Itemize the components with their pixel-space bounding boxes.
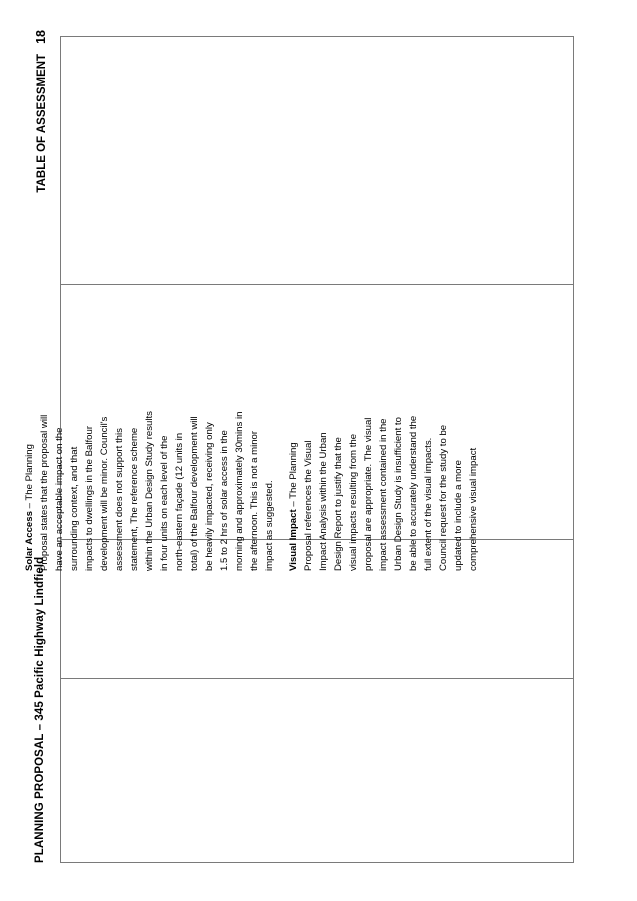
document-title: PLANNING PROPOSAL – 345 Pacific Highway Lindfield [34, 556, 46, 863]
text-line: impact assessment contained in the [378, 418, 389, 571]
text-line: statement, The reference scheme [129, 427, 140, 571]
text-line: impacts to dwellings in the Balfour [84, 425, 95, 571]
solar-access-heading: Solar Access [24, 511, 35, 571]
text-line: Proposal states that the proposal will [39, 414, 50, 571]
text-line: Council request for the study to be [438, 424, 449, 571]
text-line: proposal are appropriate. The visual [363, 417, 374, 571]
visual-impact-paragraph [286, 326, 481, 571]
text-line: north-eastern façade (12 units in [174, 432, 185, 571]
text-line: visual impacts resulting from the [348, 433, 359, 571]
solar-access-paragraph [22, 326, 277, 571]
assessment-comment-cell [22, 326, 490, 571]
text-line: Impact Analysis within the Urban [318, 432, 329, 571]
text-line: impact as suggested. [264, 480, 275, 571]
text-line: within the Urban Design Study results [144, 411, 155, 571]
text-line: 1.5 to 2 hrs of solar access in the [219, 430, 230, 571]
section-header [34, 30, 48, 193]
text-line: morning and approximately 30mins in [234, 411, 245, 571]
text-line: be heavily impacted, receiving only [204, 422, 215, 571]
text-line: Visual Impact – The Planning [288, 442, 299, 571]
text-line: comprehensive visual impact [468, 447, 479, 571]
text-line: Urban Design Study is insufficient to [393, 417, 404, 571]
text-line: updated to include a more [453, 460, 464, 571]
column-divider [61, 678, 573, 679]
column-divider [61, 284, 573, 285]
text-line: Proposal references the Visual [303, 440, 314, 571]
text-line: in four units on each level of the [159, 435, 170, 571]
page-number: 18 [34, 30, 48, 44]
visual-impact-heading: Visual Impact [288, 509, 299, 571]
text-line: have an acceptable impact on the [54, 427, 65, 571]
text-line: Solar Access – The Planning [24, 444, 35, 571]
text-line: development will be minor. Council's [99, 416, 110, 571]
text-line: assessment does not support this [114, 428, 125, 571]
text-line: Design Report to justify that the [333, 437, 344, 571]
text-line: the afternoon. This is not a minor [249, 430, 260, 571]
text-line: full extent of the visual impacts. [423, 437, 434, 571]
text-line: total) of the Balfour development will [189, 416, 200, 571]
text-line: surrounding context, and that [69, 446, 80, 571]
section-title: TABLE OF ASSESSMENT [36, 53, 48, 193]
text-line: be able to accurately understand the [408, 415, 419, 571]
